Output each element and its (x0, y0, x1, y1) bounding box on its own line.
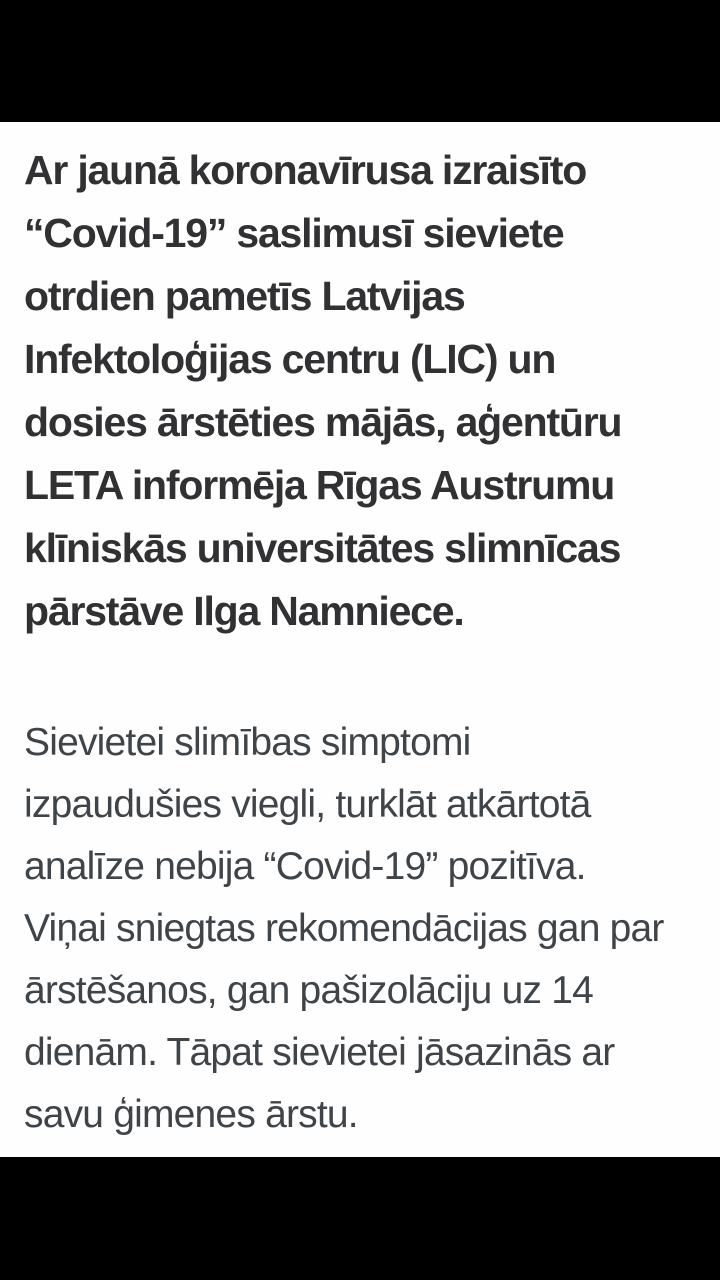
body-line: Sievietei slimības simptomi (24, 721, 471, 764)
lead-line: Infektoloģijas centru (LIC) un (24, 336, 556, 382)
body-line: ārstēšanos, gan pašizolāciju uz 14 (24, 969, 593, 1012)
letterbox-bottom (0, 1157, 720, 1280)
body-line: dienām. Tāpat sievietei jāsazinās ar (24, 1031, 615, 1074)
article-content (0, 122, 720, 1157)
lead-line: pārstāve Ilga Namniece. (24, 588, 464, 634)
lead-line: LETA informēja Rīgas Austrumu (24, 462, 615, 508)
letterbox-top (0, 0, 720, 122)
body-line: Viņai sniegtas rekomendācijas gan par (24, 907, 664, 950)
lead-line: dosies ārstēties mājās, aģentūru (24, 399, 622, 445)
lead-paragraph (24, 139, 718, 643)
body-line: savu ģimenes ārstu. (24, 1093, 358, 1136)
body-line: izpaudušies viegli, turklāt atkārtotā (24, 783, 591, 826)
lead-line: otrdien pametīs Latvijas (24, 273, 465, 319)
lead-line: Ar jaunā koronavīrusa izraisīto (24, 147, 587, 193)
body-line: analīze nebija “Covid-19” pozitīva. (24, 845, 586, 888)
lead-line: klīniskās universitātes slimnīcas (24, 525, 621, 571)
lead-line: “Covid-19” saslimusī sieviete (24, 210, 564, 256)
body-paragraph (24, 712, 718, 1146)
